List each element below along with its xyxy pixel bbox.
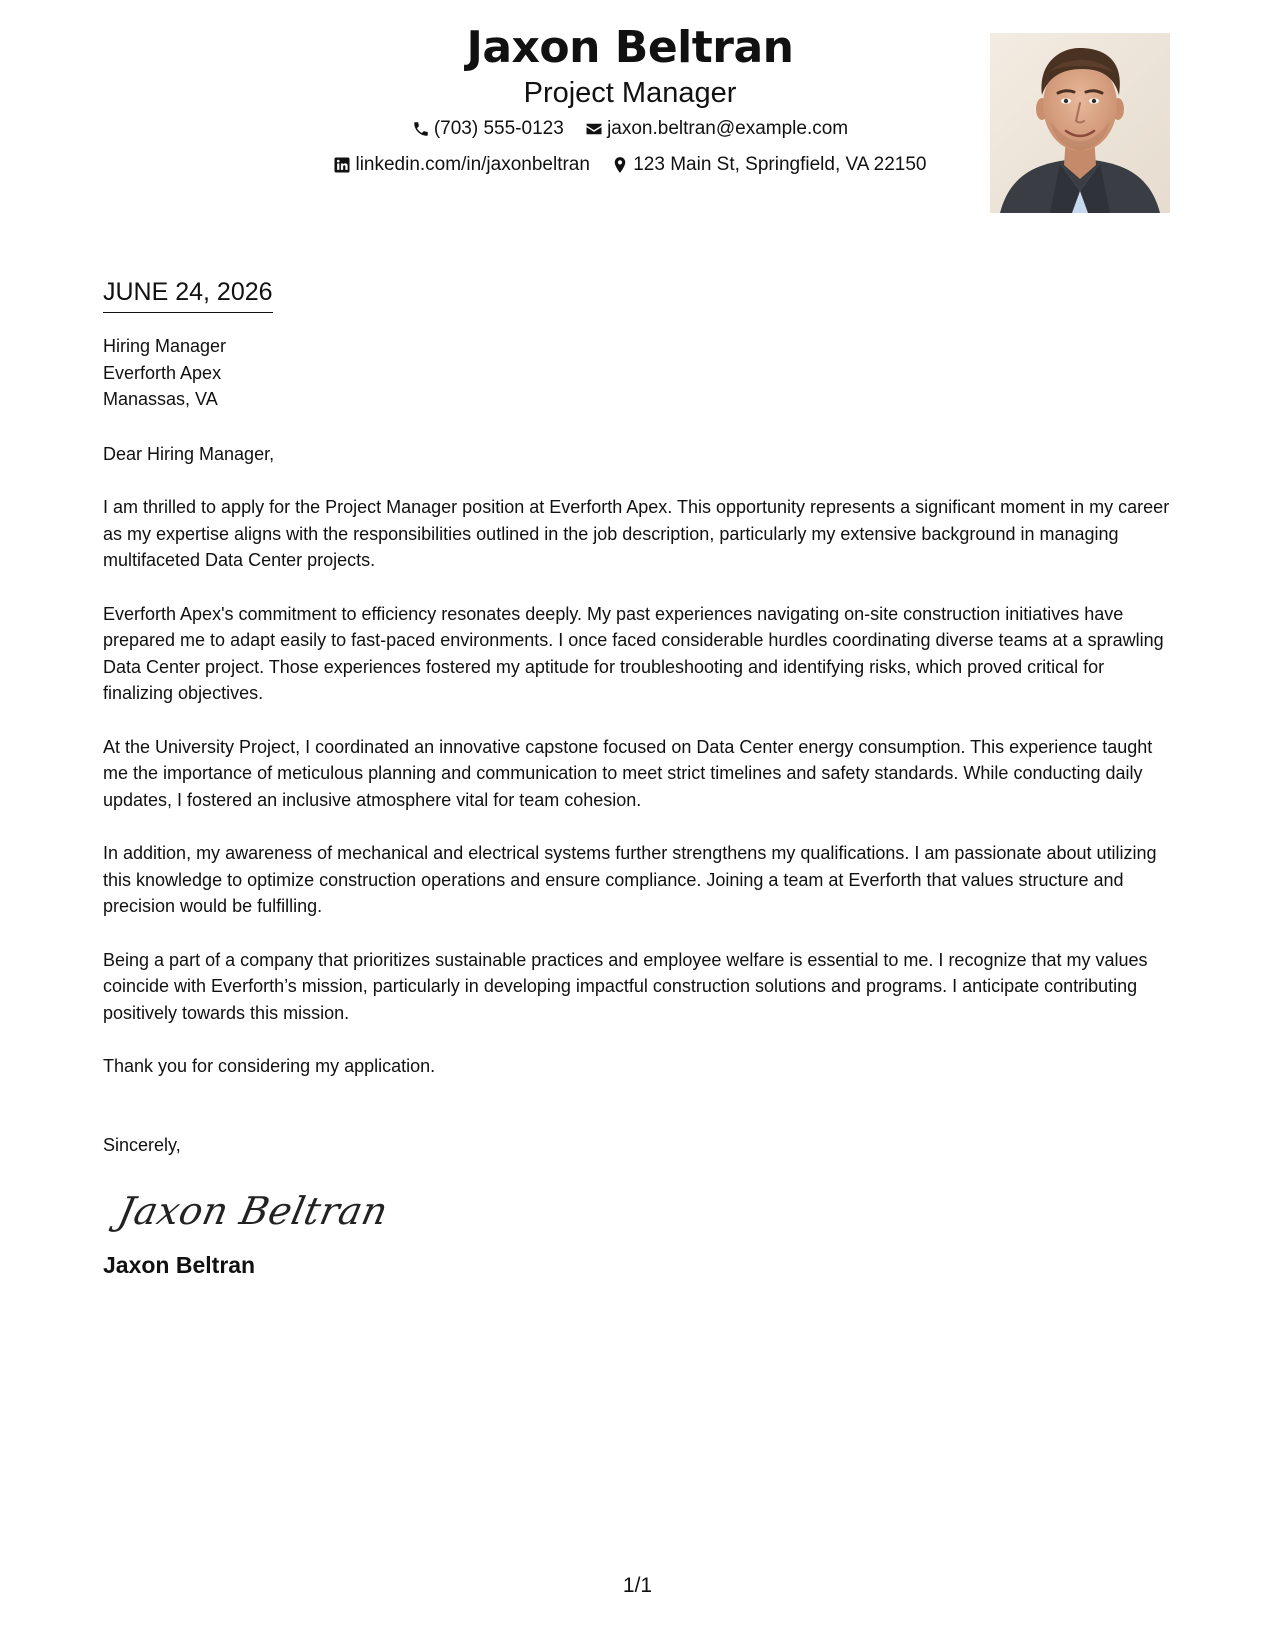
- phone-icon: [412, 120, 430, 138]
- profile-photo: [990, 33, 1170, 213]
- paragraph-2: Everforth Apex's commitment to efficiency resonates deeply. My past experiences navigating on-site construction initiatives have prepared me to adapt easily to fast-paced environments. I once faced considerable hurdles coordinating diverse teams at a sprawling Data Center project. Those experiences fostered my aptitude for troubleshooting and identifying risks, which proved critical for finalizing objectives.: [103, 603, 1164, 703]
- page-number: 1/1: [622, 1574, 653, 1597]
- contact-row-secondary: [300, 152, 960, 182]
- paragraph-4: In addition, my awareness of mechanical and electrical systems further strengthens my qualifications. I am passionate about utilizing this knowledge to optimize construction operations and ensure compliance. Joining a team at Everforth that values structure and precision would be fulfilling.: [103, 843, 1157, 916]
- recipient-company: Everforth Apex: [103, 362, 222, 383]
- header-info: [300, 20, 960, 182]
- signed-name: Jaxon Beltran: [103, 1252, 256, 1278]
- address-text: 123 Main St, Springfield, VA 22150: [633, 154, 927, 175]
- contact-linkedin: [333, 152, 589, 178]
- closing-line: Thank you for considering my application.: [103, 1056, 436, 1076]
- contact-phone: [412, 116, 564, 142]
- letter-header: [0, 0, 1275, 230]
- map-pin-icon: [611, 156, 629, 174]
- contact-address: [611, 152, 926, 178]
- envelope-icon: [585, 120, 603, 138]
- applicant-role: Project Manager: [523, 77, 737, 109]
- paragraph-5: Being a part of a company that prioritizes sustainable practices and employee welfare is essential to me. I recognize that my values coincide with Everforth’s mission, particularly in developing impactful construction solutions and programs. I anticipate contributing positively towards this mission.: [103, 949, 1148, 1023]
- recipient-block: [103, 333, 1178, 413]
- email-text: jaxon.beltran@example.com: [607, 118, 849, 139]
- contact-row-primary: [300, 116, 960, 146]
- letter-body: [103, 276, 1178, 1280]
- applicant-name: Jaxon Beltran: [466, 22, 794, 73]
- linkedin-text: linkedin.com/in/jaxonbeltran: [355, 154, 590, 175]
- paragraph-1: I am thrilled to apply for the Project Manager position at Everforth Apex. This opportunity represents a significant moment in my career as my expertise aligns with the responsibilities outlined in the job description, particularly my extensive background in managing multifaceted Data Center projects.: [103, 497, 1170, 570]
- signoff: Sincerely,: [103, 1134, 181, 1155]
- contact-email: [585, 116, 848, 142]
- recipient-title: Hiring Manager: [103, 336, 227, 356]
- phone-text: (703) 555-0123: [433, 118, 564, 139]
- letter-date: JUNE 24, 2026: [103, 276, 273, 313]
- recipient-location: Manassas, VA: [103, 389, 218, 409]
- paragraph-3: At the University Project, I coordinated an innovative capstone focused on Data Center energy consumption. This experience taught me the importance of meticulous planning and communication to meet strict timelines and safety standards. While conducting daily updates, I fostered an inclusive atmosphere vital for team cohesion.: [103, 736, 1153, 810]
- linkedin-icon: [333, 156, 351, 174]
- salutation: Dear Hiring Manager,: [103, 443, 275, 464]
- portrait-image: [990, 33, 1170, 213]
- handwritten-signature: Jaxon Beltran: [114, 1189, 393, 1233]
